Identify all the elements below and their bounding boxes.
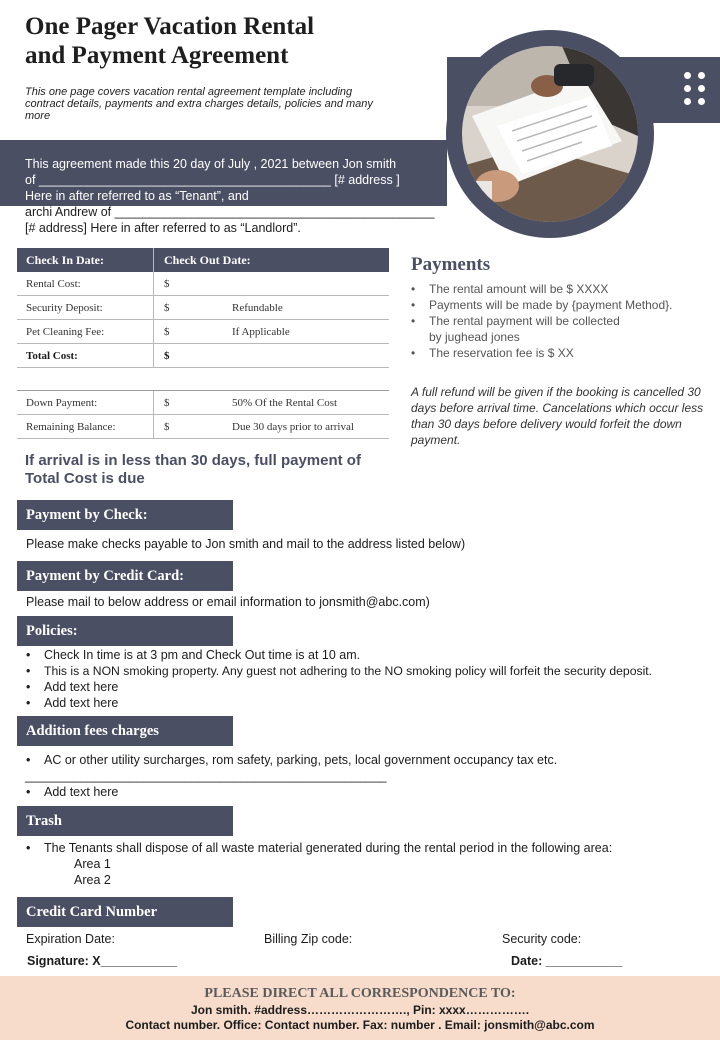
row-currency: $ bbox=[164, 397, 170, 409]
page-subtitle: This one page covers vacation rental agreement template including contract details, payments and extra charges details, policies and many more bbox=[25, 86, 373, 122]
page-title bbox=[25, 12, 425, 70]
check-instructions: Please make checks payable to Jon smith and mail to the address listed below) bbox=[26, 537, 466, 551]
section-additional-fees bbox=[17, 716, 233, 746]
refund-policy: A full refund will be given if the booking is cancelled 30 days before arrival time. Cancelations which occur less than 30 days before delivery would forfeit the down payment. bbox=[411, 385, 704, 447]
row-currency: $ bbox=[164, 278, 170, 290]
section-policies bbox=[17, 616, 233, 646]
trash-area-2: Area 2 bbox=[74, 873, 111, 887]
table-row bbox=[17, 320, 389, 344]
row-currency: $ bbox=[164, 326, 170, 338]
table-row bbox=[17, 415, 389, 439]
table-row-total bbox=[17, 344, 389, 368]
dots-grid-icon bbox=[684, 72, 708, 106]
correspondence-footer bbox=[0, 976, 720, 1040]
billing-zip-label: Billing Zip code: bbox=[264, 932, 353, 946]
row-currency: $ bbox=[164, 350, 170, 362]
table-row bbox=[17, 272, 389, 296]
footer-contact: Contact number. Office: Contact number. Fax: number . Email: jonsmith@abc.com bbox=[125, 1018, 595, 1032]
signature-field: Signature: X___________ bbox=[27, 954, 178, 968]
section-title: Addition fees charges bbox=[26, 723, 159, 739]
handshake-photo bbox=[462, 46, 638, 222]
card-instructions: Please mail to below address or email information to jonsmith@abc.com) bbox=[26, 595, 430, 609]
intro-line-2: of __________________________________________ [# address ] bbox=[25, 173, 400, 187]
fees-blank-line: ____________________________________________________ bbox=[25, 769, 387, 783]
row-label: Security Deposit: bbox=[26, 302, 103, 314]
row-label: Remaining Balance: bbox=[26, 421, 116, 433]
footer-address: Jon smith. #address……………………., Pin: xxxx……………. bbox=[190, 1003, 530, 1017]
title-line-2: and Payment Agreement bbox=[25, 42, 289, 69]
payments-title: Payments bbox=[411, 254, 491, 275]
security-code-label: Security code: bbox=[502, 932, 582, 946]
row-label: Down Payment: bbox=[26, 397, 98, 409]
section-title: Policies: bbox=[26, 623, 78, 639]
row-note: Due 30 days prior to arrival bbox=[232, 421, 354, 433]
row-note: If Applicable bbox=[232, 326, 290, 338]
table-row bbox=[17, 296, 389, 320]
trash-area-1: Area 1 bbox=[74, 857, 111, 871]
intro-line-1: This agreement made this 20 day of July , 2021 between Jon smith bbox=[25, 157, 397, 171]
row-label: Rental Cost: bbox=[26, 278, 81, 290]
intro-line-3: Here in after referred to as “Tenant”, and bbox=[25, 189, 249, 203]
row-note: 50% Of the Rental Cost bbox=[232, 397, 338, 409]
date-field: Date: ___________ bbox=[511, 954, 623, 968]
section-title: Credit Card Number bbox=[26, 904, 158, 920]
section-title: Payment by Check: bbox=[26, 507, 148, 523]
section-payment-by-check bbox=[17, 500, 233, 530]
check-in-header: Check In Date: bbox=[26, 253, 104, 267]
row-currency: $ bbox=[164, 302, 170, 314]
section-title: Payment by Credit Card: bbox=[26, 568, 185, 584]
row-label: Total Cost: bbox=[26, 350, 78, 362]
row-note: Refundable bbox=[232, 302, 283, 314]
table-row bbox=[17, 391, 389, 415]
arrival-note: If arrival is in less than 30 days, full payment of Total Cost is due bbox=[25, 452, 361, 487]
footer-heading: PLEASE DIRECT ALL CORRESPONDENCE TO: bbox=[204, 986, 516, 1001]
section-title: Trash bbox=[26, 813, 62, 829]
row-label: Pet Cleaning Fee: bbox=[26, 326, 105, 338]
expiration-date-label: Expiration Date: bbox=[26, 932, 115, 946]
table-header bbox=[17, 248, 389, 272]
intro-line-5: [# address] Here in after referred to as “Landlord”. bbox=[25, 221, 301, 235]
section-trash bbox=[17, 806, 233, 836]
title-line-1: One Pager Vacation Rental bbox=[25, 13, 315, 40]
intro-line-4: archi Andrew of ______________________________________________ bbox=[25, 205, 435, 219]
section-payment-by-card bbox=[17, 561, 233, 591]
section-credit-card bbox=[17, 897, 233, 927]
check-out-header: Check Out Date: bbox=[164, 253, 251, 267]
row-currency: $ bbox=[164, 421, 170, 433]
